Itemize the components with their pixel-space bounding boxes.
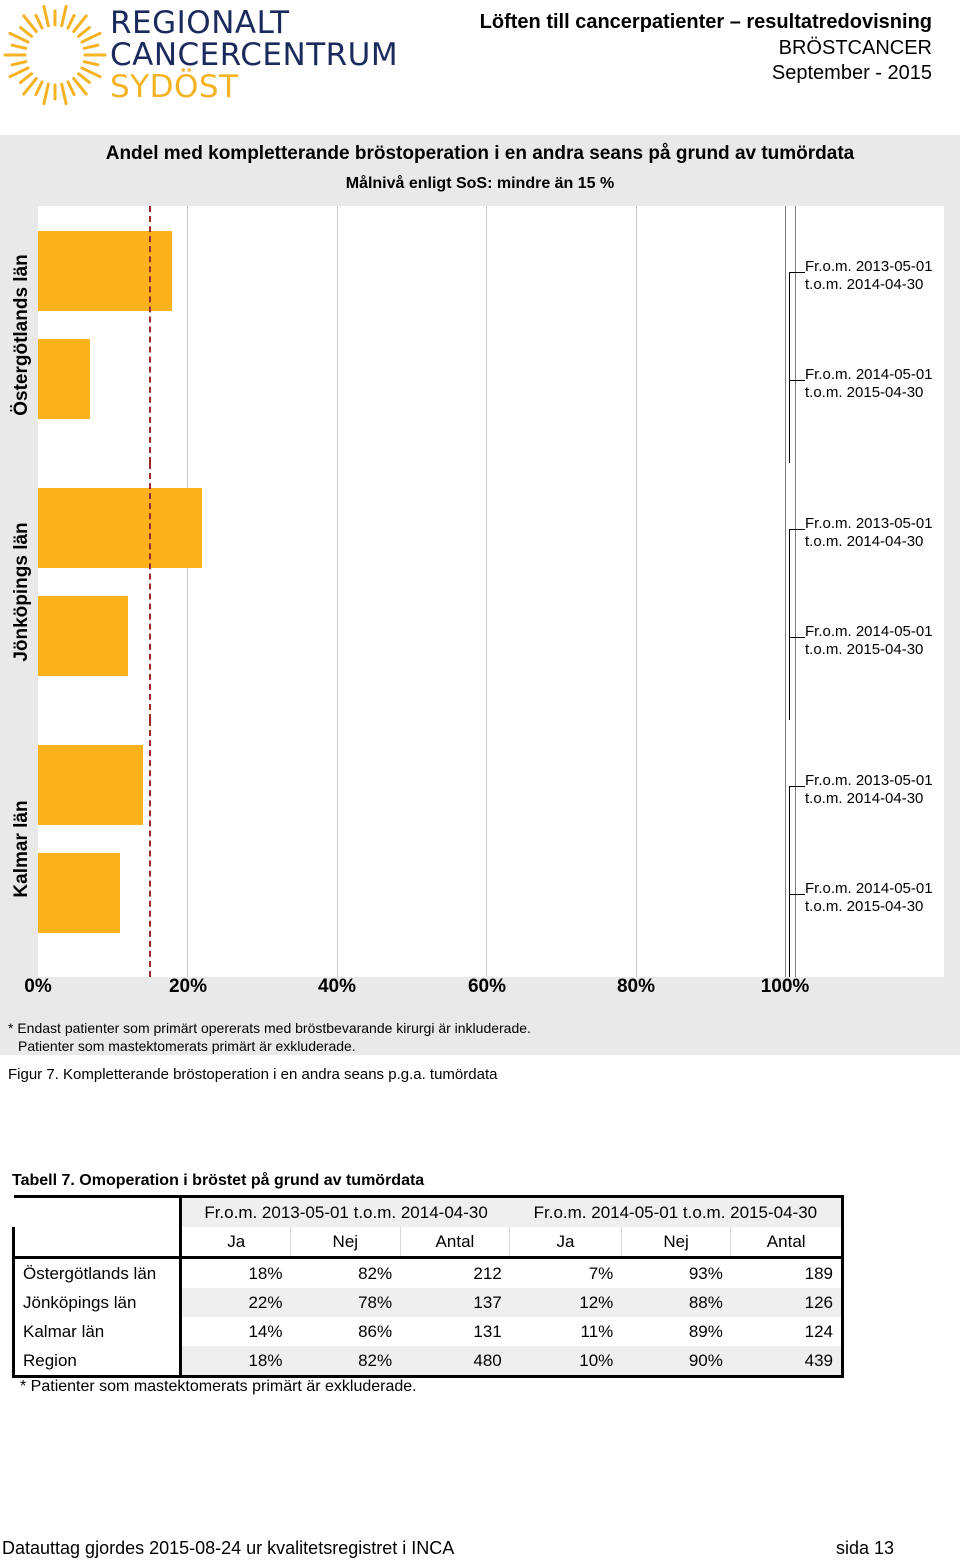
cell: 82% (358, 1350, 393, 1370)
label-leader (789, 272, 805, 273)
target-line (149, 206, 151, 463)
label-leader (789, 380, 790, 463)
chart-subtitle: Målnivå enligt SoS: mindre än 15 % (345, 175, 615, 192)
target-line (149, 463, 151, 720)
gridline (337, 463, 338, 720)
sun-ray (79, 74, 90, 83)
period-label: t.o.m. 2014-04-30 (805, 276, 924, 293)
label-leader (789, 786, 805, 787)
panel-divider (795, 720, 796, 977)
sun-ray (24, 16, 37, 32)
period-label: Fr.o.m. 2014-05-01 (805, 623, 933, 640)
sun-ray (62, 84, 66, 104)
region-label: Jönköpings län (11, 521, 32, 662)
label-leader (789, 894, 805, 895)
x-tick-label: 100% (760, 976, 810, 997)
sun-ray (82, 68, 100, 77)
cell: 10% (579, 1350, 614, 1370)
panel-divider (795, 463, 796, 720)
cell: 14% (181, 1317, 291, 1346)
cell: 126 (731, 1288, 843, 1317)
table-row (14, 1317, 843, 1346)
cell: 212 (473, 1263, 502, 1283)
sun-ray (62, 6, 66, 26)
cell: 89% (688, 1321, 723, 1341)
sun-ray (12, 45, 26, 48)
bar (38, 231, 172, 311)
chart-panel (38, 206, 944, 463)
bar (38, 596, 128, 676)
x-tick-label: 80% (616, 976, 656, 997)
cell: 131 (473, 1321, 502, 1341)
cell: 22% (181, 1288, 291, 1317)
cell: 90% (688, 1350, 723, 1370)
target-line (149, 720, 151, 977)
logo-line-2: CANCERCENTRUM (110, 37, 399, 73)
sun-ray (10, 68, 28, 77)
label-leader (789, 380, 805, 381)
gridline (486, 720, 487, 977)
panel-divider (795, 206, 796, 463)
period-label: Fr.o.m. 2014-05-01 (805, 880, 933, 897)
table-row (14, 1346, 843, 1377)
sun-ray (74, 16, 87, 32)
gridline (486, 206, 487, 463)
sun-ray (10, 33, 28, 42)
cell: 439 (731, 1346, 843, 1377)
table-subheader-row (14, 1227, 843, 1258)
cell: 88% (688, 1292, 723, 1312)
bar (38, 853, 120, 933)
col-ja: Ja (181, 1227, 291, 1258)
period-label: Fr.o.m. 2013-05-01 (805, 515, 933, 532)
row-name: Östergötlands län (14, 1258, 181, 1289)
chart-footnote: * Endast patienter som primärt opererats med bröstbevarande kirurgi är inkluderade. (8, 1020, 531, 1036)
period-label: t.o.m. 2015-04-30 (805, 898, 924, 915)
gridline (636, 206, 637, 463)
sun-logo-icon (2, 2, 108, 108)
sun-ray (84, 62, 98, 65)
data-source: Datauttag gjordes 2015-08-24 ur kvalitetsregistret i INCA (2, 1538, 455, 1558)
table-note: * Patienter som mastektomerats primärt är exkluderade. (20, 1378, 417, 1395)
sun-ray (21, 28, 32, 37)
period-label: Fr.o.m. 2014-05-01 (805, 366, 933, 383)
cell: 11% (580, 1321, 614, 1341)
chart-title: Andel med kompletterande bröstoperation i en andra seans på grund av tumördata (105, 143, 855, 164)
row-name: Kalmar län (14, 1317, 181, 1346)
period-label: t.o.m. 2014-04-30 (805, 790, 924, 807)
chart-panel (38, 720, 944, 977)
label-leader (789, 637, 790, 720)
gridline (785, 720, 786, 977)
sun-ray (68, 15, 74, 28)
table-header-row (14, 1197, 843, 1228)
gridline (785, 206, 786, 463)
gridline (337, 206, 338, 463)
cell: 78% (358, 1292, 393, 1312)
sun-ray (79, 28, 90, 37)
page-number: sida 13 (835, 1538, 894, 1558)
cell: 18% (181, 1258, 291, 1289)
gridline (187, 206, 188, 463)
cell: 124 (731, 1317, 843, 1346)
chart-footnote: Patienter som mastektomerats primärt är exkluderade. (18, 1038, 356, 1054)
gridline (785, 463, 786, 720)
data-table (12, 1195, 844, 1378)
gridline (636, 463, 637, 720)
sun-ray (44, 84, 48, 104)
region-label: Östergötlands län (11, 253, 32, 416)
cell: 86% (358, 1321, 393, 1341)
gridline (337, 720, 338, 977)
cell: 18% (181, 1346, 291, 1377)
gridline (187, 720, 188, 977)
bar (38, 488, 202, 568)
cell: 82% (358, 1263, 393, 1283)
sun-ray (84, 45, 98, 48)
label-leader (789, 529, 805, 530)
logo-line-1: REGIONALT (110, 5, 290, 41)
row-name: Jönköpings län (14, 1288, 181, 1317)
region-label: Kalmar län (11, 799, 32, 898)
sun-ray (21, 74, 32, 83)
report-date: September - 2015 (771, 62, 932, 84)
sun-ray (36, 15, 42, 28)
sun-ray (74, 79, 87, 95)
cell: 93% (688, 1263, 723, 1283)
sun-ray (82, 33, 100, 42)
sun-ray (44, 6, 48, 26)
period-label: Fr.o.m. 2013-05-01 (805, 258, 933, 275)
period-label: t.o.m. 2014-04-30 (805, 533, 924, 550)
label-leader (789, 894, 790, 977)
bar (38, 339, 90, 419)
table-row (14, 1288, 843, 1317)
logo (0, 0, 399, 110)
gridline (636, 720, 637, 977)
sun-ray (24, 79, 37, 95)
cell: 12% (579, 1292, 614, 1312)
logo-line-3: SYDÖST (110, 69, 239, 105)
col-ja: Ja (510, 1227, 622, 1258)
col-antal: Antal (400, 1227, 510, 1258)
sun-ray (36, 82, 42, 95)
cell: 189 (731, 1258, 843, 1289)
figure-caption: Figur 7. Kompletterande bröstoperation i en andra seans p.g.a. tumördata (8, 1066, 498, 1083)
period2-header: Fr.o.m. 2014-05-01 t.o.m. 2015-04-30 (510, 1197, 843, 1228)
cell: 137 (473, 1292, 502, 1312)
table-title: Tabell 7. Omoperation i bröstet på grund av tumördata (12, 1172, 425, 1189)
cell: 7% (588, 1263, 614, 1283)
period-label: Fr.o.m. 2013-05-01 (805, 772, 933, 789)
x-tick-label: 20% (168, 976, 208, 997)
col-nej: Nej (621, 1227, 731, 1258)
cell: 480 (473, 1350, 502, 1370)
col-antal: Antal (731, 1227, 843, 1258)
row-name: Region (14, 1346, 181, 1377)
sun-ray (12, 62, 26, 65)
period1-header: Fr.o.m. 2013-05-01 t.o.m. 2014-04-30 (181, 1197, 510, 1228)
gridline (486, 463, 487, 720)
x-tick-label: 60% (467, 976, 507, 997)
label-leader (789, 637, 805, 638)
bar (38, 745, 143, 825)
period-label: t.o.m. 2015-04-30 (805, 384, 924, 401)
period-label: t.o.m. 2015-04-30 (805, 641, 924, 658)
x-tick-label: 0% (24, 976, 52, 997)
report-title: Löften till cancerpatienter – resultatredovisning (479, 11, 932, 33)
x-tick-label: 40% (317, 976, 357, 997)
table-row (14, 1258, 843, 1289)
col-nej: Nej (291, 1227, 401, 1258)
report-subtitle: BRÖSTCANCER (778, 37, 932, 59)
sun-ray (68, 82, 74, 95)
